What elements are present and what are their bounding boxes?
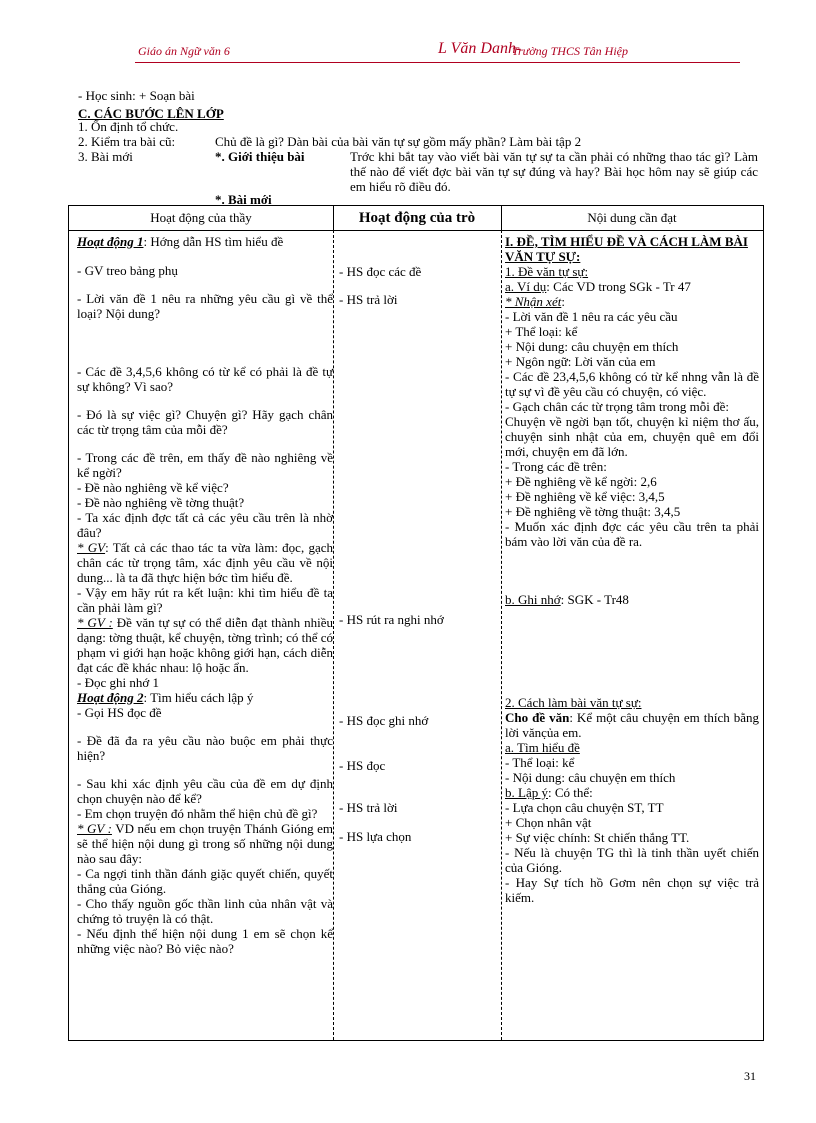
gv2-text: Đề văn tự sự có thể diễn đạt thành nhiều dạng: tờng thuật, kể chuyện, tờng trình; có thể có phạm vi giới hạn hoặc không giới hạn, cách diễn đạt các đề khác nhau: lộ hoặc ẩn. [77, 615, 333, 675]
c-line-10: + Đề nghiêng về kể việc: 3,4,5 [505, 489, 665, 504]
header-student: Hoạt động của trò [358, 210, 476, 226]
col-divider-2-head [501, 206, 502, 230]
step-2-text: Chủ đề là gì? Dàn bài của bài văn tự sự gồm mấy phần? Làm bài tập 2 [215, 134, 582, 149]
t-line-11: - Gọi HS đọc đề [77, 705, 162, 720]
content-column: I. ĐỀ, TÌM HIỂU ĐỀ VÀ CÁCH LÀM BÀI VĂN TỰ SỰ: 1. Đề văn tự sự: a. Ví dụ: Các VD trong SGk - Tr 47 * Nhận xét: - Lời văn đề 1 nêu ra các yêu cầu + Thể loại: kể + Nội dung: câu chuyện em thích + Ngôn ngữ: Lời văn của em - Các đề 23,4,5,6 không có từ kể nhng vẫn là đề tự sự vì đề yêu cầu có chuyện, có việc. - Gạch chân các từ trọng tâm trong mỗi đề: Chuyện về ngời bạn tốt, chuyện kỉ niệm thơ ấu, chuyện sinh nhật của em, chuyện quê em đổi mới, chuyện em đã lớn. - Trong các đề trên: + Đề nghiêng về kể ngời: 2,6 + Đề nghiêng về kể việc: 3,4,5 + Đề nghiêng về tờng thuật: 3,4,5 - Muốn xác định đợc các yêu cầu trên ta phải bám vào lời văn của đề ra. b. Ghi nhớ: SGK - Tr48 2. Cách làm bài văn tự sự: Cho đề văn: Kể một câu chuyện em thích bằng lời vănc̣ủa em. a. Tìm hiểu đề - Thể loại: kể - Nội dung: câu chuyện em thích b. Lập ý: Có thể: - Lựa chọn câu chuyện ST, TT + Chọn nhân vật + Sự việc chính: St chiến thắng TT. - Nếu là chuyện TG thì là tinh thần uyết chiến của Gióng. - Hay Sự tích hồ Gơm nên chọn sự việc trả kiếm. [505, 234, 759, 905]
example-label: a. Ví dụ [505, 279, 547, 294]
c-line-1: - Lời văn đề 1 nêu ra các yêu cầu [505, 309, 678, 324]
page-number: 31 [744, 1069, 756, 1083]
a-line-1: - Thể loại: kể [505, 755, 575, 770]
t-line-5: - Trong các đề trên, em thấy đề nào nghiêng về kể ngời? [77, 450, 333, 480]
ghi-nho-text: : SGK - Tr48 [560, 592, 629, 607]
b-line-4: - Nếu là chuyện TG thì là tinh thần uyết chiến của Gióng. [505, 845, 759, 875]
intro-text: Trớc khi bắt tay vào viết bài văn tự sự ta cần phải có những thao tác gì? Làm thế nào để viết đợc bài văn tự sự đúng và hay? Bài học hôm nay sẽ giúp các em hiểu rõ điều đó. [350, 149, 758, 194]
lesson-table [68, 205, 764, 1041]
t-line-13: - Sau khi xác định yêu cầu của đề em dự định chọn chuyện nào để kể? [77, 776, 333, 806]
t-line-10: - Đọc ghi nhớ 1 [77, 675, 159, 690]
b-line-3: + Sự việc chính: St chiến thắng TT. [505, 830, 690, 845]
student-r4: - HS đọc ghi nhớ [339, 713, 429, 728]
t-line-17: - Nếu định thể hiện nội dung 1 em sẽ chọn kể những việc nào? Bỏ việc nào? [77, 926, 333, 956]
tim-hieu-de-label: a. Tìm hiểu đề [505, 740, 580, 755]
hd2-label: Hoạt động 2 [77, 690, 144, 705]
c-line-7: Chuyện về ngời bạn tốt, chuyện kỉ niệm thơ ấu, chuyện sinh nhật của em, chuyện quê em đổi mới, chuyện em đã lớn. [505, 414, 759, 459]
header-subject: Giáo án Ngữ văn 6 [138, 44, 230, 58]
de-label: Cho đề văn [505, 710, 570, 725]
student-r1: - HS đọc các đề [339, 264, 422, 279]
student-r2: - HS trả lời [339, 292, 398, 307]
lap-y-label: b. Lập ý [505, 785, 548, 800]
b-line-5: - Hay Sự tích hồ Gơm nên chọn sự việc trả kiếm. [505, 875, 759, 905]
header-school: Trường THCS Tân Hiệp [512, 44, 628, 58]
student-r7: - HS lựa chọn [339, 829, 412, 844]
gv1-text: : Tất cả các thao tác ta vừa làm: đọc, gạch chân các từ trọng tâm, xác định yêu cầu về nội dung... là ta đã thực hiện bớc tìm hiểu đề. [77, 540, 333, 585]
col-divider-1-head [333, 206, 334, 230]
example-text: : Các VD trong SGk - Tr 47 [546, 279, 691, 294]
hd1-text: : Hớng dẫn HS tìm hiểu đề [143, 234, 284, 249]
student-r3: - HS rút ra nghi nhớ [339, 612, 444, 627]
col-divider-2 [501, 230, 502, 1040]
t-line-4: - Đó là sự việc gì? Chuyện gì? Hãy gạch chân các từ trọng tâm của mỗi đề? [77, 407, 333, 437]
t-line-14: - Em chọn truyện đó nhằm thể hiện chủ đề gì? [77, 806, 318, 821]
c-line-6: - Gạch chân các từ trọng tâm trong mỗi đề: [505, 399, 729, 414]
step-3-label: 3. Bài mới [78, 149, 133, 164]
intro-label: *. Giới thiệu bài [215, 149, 305, 164]
header-rule [135, 62, 740, 63]
t-line-2: - Lời văn đề 1 nêu ra những yêu cầu gì về thể loại? Nội dung? [77, 291, 333, 321]
t-line-12: - Đề đã đa ra yêu cầu nào buộc em phải thực hiện? [77, 733, 333, 763]
section-1-1: 1. Đề văn tự sự: [505, 264, 589, 279]
t-line-9: - Vậy em hãy rút ra kết luận: khi tìm hiểu đề ta cần phải làm gì? [77, 585, 333, 615]
header-content: Nội dung cần đạt [587, 210, 677, 225]
gv3-text: VD nếu em chọn truyện Thánh Gióng em sẽ thể hiện nội dung gì trong số những nội dung nào sau đây: [77, 821, 333, 866]
t-line-3: - Các đề 3,4,5,6 không có từ kể có phải là đề tự sự không? Vì sao? [77, 364, 333, 394]
header-teacher: Hoạt động của thầy [150, 210, 252, 225]
hd2-text: : Tìm hiểu cách lập ý [143, 690, 254, 705]
hd1-label: Hoạt động 1 [77, 234, 144, 249]
t-line-15: - Ca ngợi tinh thần đánh giặc quyết chiến, quyết thắng của Gióng. [77, 866, 333, 896]
steps-title: C. CÁC BƯỚC LÊN LỚP [78, 106, 224, 121]
t-line-6: - Đề nào nghiêng về kể việc? [77, 480, 229, 495]
t-line-8: - Ta xác định đợc tất cả các yêu cầu trên là nhờ đâu? [77, 510, 333, 540]
de-text: : Kể một câu chuyện em thích bằng lời vănc̣ủa em. [505, 710, 759, 740]
c-line-3: + Nội dung: câu chuyện em thích [505, 339, 679, 354]
hoc-sinh-line: - Học sinh: + Soạn bài [78, 88, 195, 103]
student-r5: - HS đọc [339, 758, 386, 773]
c-line-5: - Các đề 23,4,5,6 không có từ kể nhng vẫn là đề tự sự vì đề yêu cầu có chuyện, có việc. [505, 369, 759, 399]
t-line-7: - Đề nào nghiêng về tờng thuật? [77, 495, 245, 510]
section-1-title: I. ĐỀ, TÌM HIỂU ĐỀ VÀ CÁCH LÀM BÀI VĂN TỰ SỰ: [505, 234, 748, 264]
header-author: L Văn Danh- [438, 40, 522, 57]
step-2-label: 2. Kiểm tra bài cũ: [78, 134, 176, 149]
col-divider-1 [333, 230, 334, 1040]
c-line-9: + Đề nghiêng về kể ngời: 2,6 [505, 474, 657, 489]
c-line-8: - Trong các đề trên: [505, 459, 607, 474]
c-line-11: + Đề nghiêng về tờng thuật: 3,4,5 [505, 504, 681, 519]
student-r6: - HS trả lời [339, 800, 398, 815]
ghi-nho-label: b. Ghi nhớ [505, 592, 561, 607]
nhan-xet-label: * Nhận xét [505, 294, 562, 309]
lap-y-text: : Có thể: [547, 785, 593, 800]
t-line-16: - Cho thấy nguồn gốc thần linh của nhân vật và chứng tỏ truyện là có thật. [77, 896, 333, 926]
c-line-2: + Thể loại: kể [505, 324, 578, 339]
gv3-label: * GV : [77, 821, 112, 836]
bai-moi-label: *. Bài mới [215, 192, 272, 207]
gv2-label: * GV : [77, 615, 113, 630]
a-line-2: - Nội dung: câu chuyện em thích [505, 770, 676, 785]
b-line-2: + Chọn nhân vật [505, 815, 592, 830]
table-header-row [69, 206, 763, 231]
section-2-title: 2. Cách làm bài văn tự sự: [505, 695, 642, 710]
step-1: 1. Ổn định tổ chức. [78, 119, 179, 134]
gv1-label: * GV [77, 540, 106, 555]
c-line-4: + Ngôn ngữ: Lời văn của em [505, 354, 656, 369]
c-line-12: - Muốn xác định đợc các yêu cầu trên ta phải bám vào lời văn của đề ra. [505, 519, 759, 549]
b-line-1: - Lựa chọn câu chuyện ST, TT [505, 800, 664, 815]
teacher-column [77, 234, 333, 956]
t-line-1: - GV treo bảng phụ [77, 263, 178, 278]
